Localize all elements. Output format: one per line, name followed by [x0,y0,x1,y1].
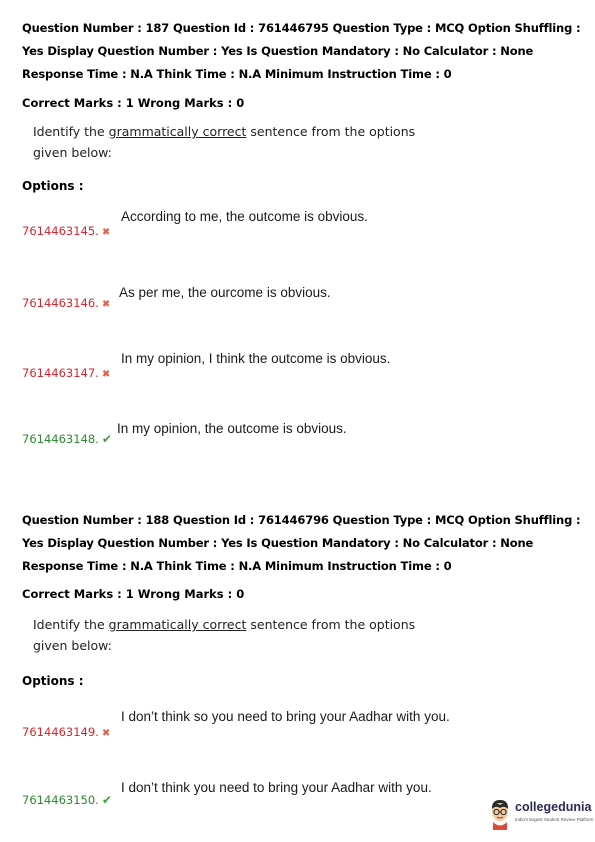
mascot-face-icon [488,798,512,830]
option-id: 7614463149. ✖ [22,725,111,739]
option-id: 7614463148. ✔ [22,432,112,446]
cross-icon: ✖ [101,728,111,739]
options-label: Options : [22,179,84,193]
option-text[interactable]: In my opinion, the outcome is obvious. [117,421,347,436]
check-icon: ✔ [101,793,112,807]
option-id: 7614463147. ✖ [22,366,111,380]
question-marks: Correct Marks : 1 Wrong Marks : 0 [22,96,245,110]
option-text[interactable]: As per me, the ourcome is obvious. [119,285,331,300]
option-text[interactable]: In my opinion, I think the outcome is obvious. [121,351,391,366]
stem-text: sentence from the options given below: [33,617,416,653]
option-id: 7614463146. ✖ [22,296,111,310]
stem-text: Identify the [33,617,109,632]
option-id: 7614463150. ✔ [22,793,112,807]
stem-underlined-text: grammatically correct [108,617,247,632]
stem-text: Identify the [33,124,109,139]
stem-underlined-text: grammatically correct [108,124,247,139]
check-icon: ✔ [101,432,112,446]
collegedunia-logo [488,798,594,832]
stem-text: sentence from the options given below: [33,124,416,160]
question-marks: Correct Marks : 1 Wrong Marks : 0 [22,587,245,601]
cross-icon: ✖ [101,299,111,310]
options-label: Options : [22,674,84,688]
question-stem [33,121,453,163]
logo-tagline: India's largest Student Review Platform [515,817,594,822]
option-text[interactable]: I don’t think so you need to bring your Aadhar with you. [121,709,450,724]
logo-name: collegedunia [515,800,592,814]
option-text[interactable]: According to me, the outcome is obvious. [121,209,368,224]
cross-icon: ✖ [101,369,111,380]
option-text[interactable]: I don’t think you need to bring your Aadhar with you. [121,780,432,795]
question-meta: Question Number : 187 Question Id : 761446795 Question Type : MCQ Option Shuffling : Yes Display Question Number : Yes Is Question Mandatory : No Calculator : None Response Time : N.A Think Time : N.A Minimum Instruction Time : 0 [22,21,581,81]
question-meta: Question Number : 188 Question Id : 761446796 Question Type : MCQ Option Shuffling : Yes Display Question Number : Yes Is Question Mandatory : No Calculator : None Response Time : N.A Think Time : N.A Minimum Instruction Time : 0 [22,513,581,573]
cross-icon: ✖ [101,227,111,238]
option-id: 7614463145. ✖ [22,224,111,238]
question-stem [33,614,453,656]
